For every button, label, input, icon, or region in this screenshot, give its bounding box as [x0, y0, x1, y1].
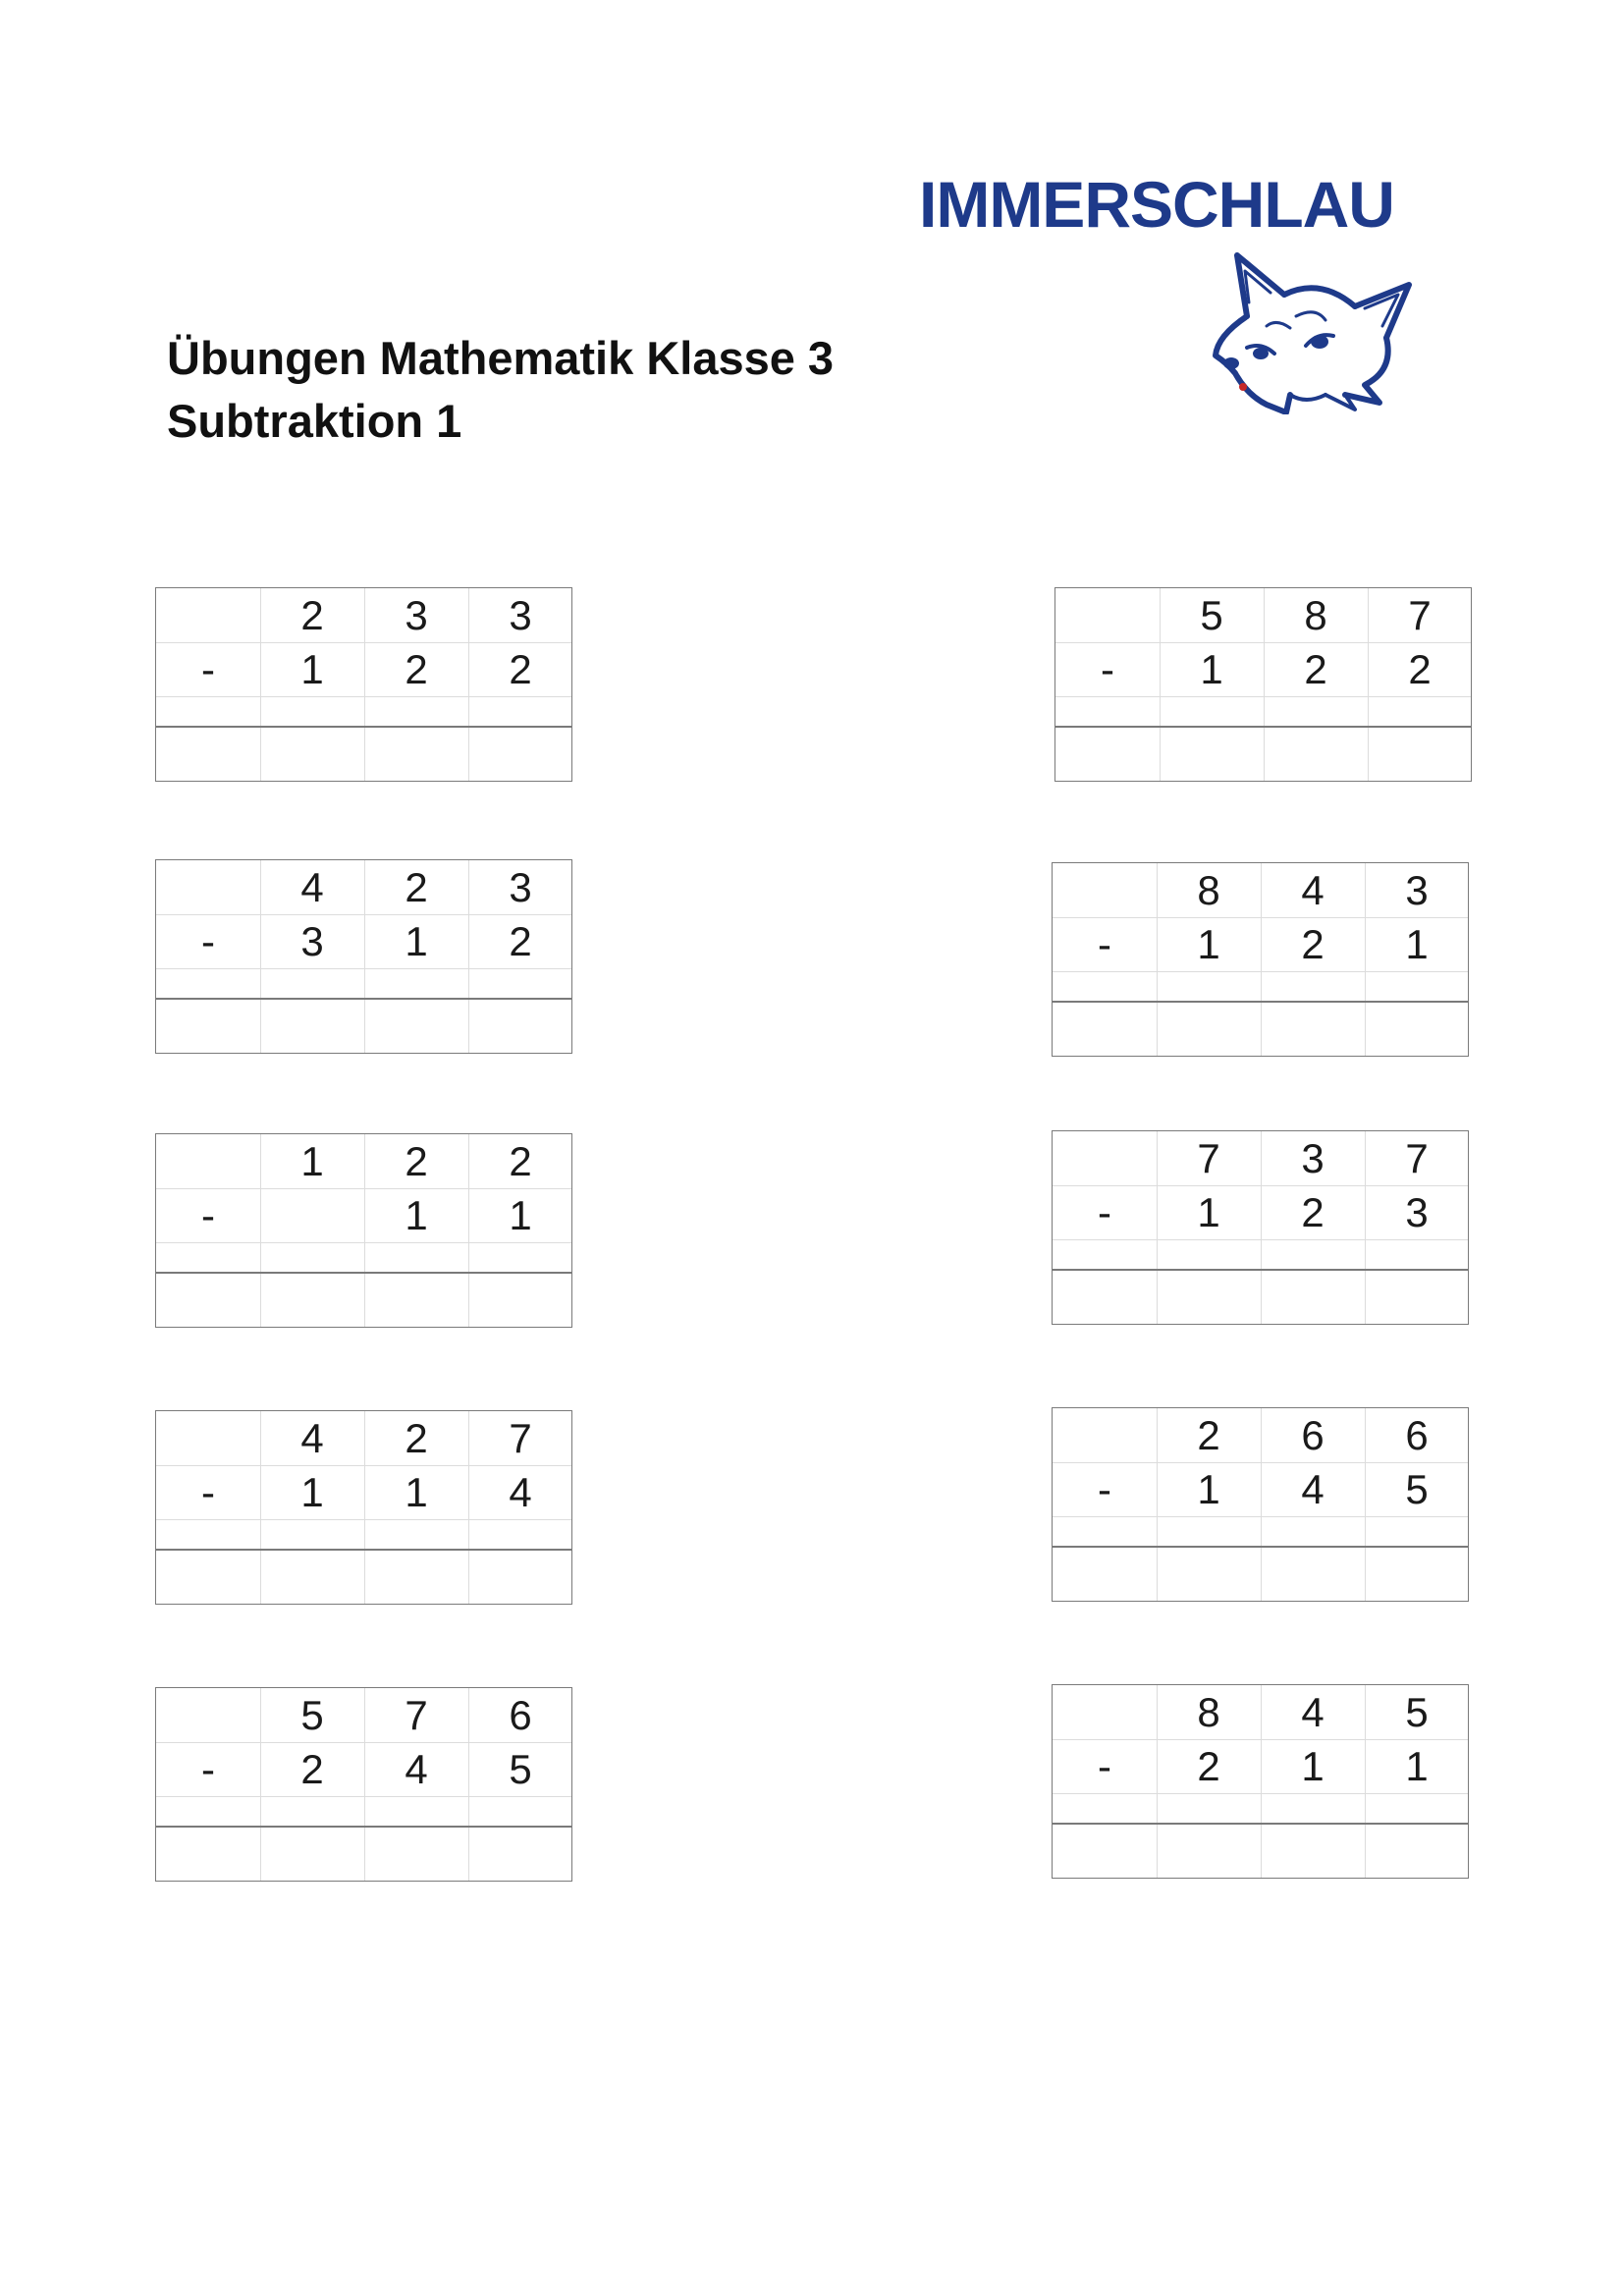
minuend-digit: 2	[1197, 1412, 1220, 1458]
minuend-digit: 2	[300, 592, 324, 638]
minuend-digit: 3	[1301, 1135, 1325, 1181]
minuend-digit: 6	[1301, 1412, 1325, 1458]
minuend-digit: 5	[1200, 592, 1223, 638]
subtrahend-digit: 4	[1301, 1466, 1325, 1512]
subtrahend-digit: 2	[1304, 646, 1327, 692]
minuend-digit: 1	[300, 1138, 324, 1184]
answer-row[interactable]	[156, 1828, 571, 1881]
minuend-digit: 2	[405, 1415, 428, 1461]
minuend-digit: 7	[1197, 1135, 1220, 1181]
subtraction-problem	[1054, 587, 1472, 782]
minus-operator: -	[201, 646, 215, 692]
answer-row[interactable]	[156, 1551, 571, 1604]
subtrahend-digit: 1	[300, 1469, 324, 1515]
subtrahend-digit: 3	[300, 918, 324, 964]
minus-operator: -	[1098, 921, 1111, 967]
minus-operator: -	[1098, 1466, 1111, 1512]
answer-row[interactable]	[1053, 1825, 1468, 1878]
title-line-2: Subtraktion 1	[167, 395, 462, 447]
subtraction-problem	[155, 587, 572, 782]
subtrahend-digit: 2	[1197, 1743, 1220, 1789]
subtrahend-digit: 1	[1197, 1466, 1220, 1512]
subtraction-problem	[155, 1410, 572, 1605]
minuend-digit: 6	[509, 1692, 532, 1738]
subtrahend-digit: 2	[405, 646, 428, 692]
subtrahend-digit: 1	[1405, 921, 1429, 967]
subtraction-problem	[1052, 1407, 1469, 1602]
brand-name: IMMERSCHLAU	[919, 168, 1394, 241]
subtrahend-digit: 3	[1405, 1189, 1429, 1235]
minus-operator: -	[1101, 646, 1114, 692]
subtraction-problem	[1052, 862, 1469, 1057]
subtrahend-digit: 2	[1408, 646, 1432, 692]
subtrahend-digit: 1	[1405, 1743, 1429, 1789]
subtrahend-digit: 1	[1301, 1743, 1325, 1789]
subtrahend-digit: 1	[1197, 921, 1220, 967]
minuend-digit: 2	[509, 1138, 532, 1184]
minuend-digit: 3	[509, 864, 532, 910]
subtrahend-digit: 1	[509, 1192, 532, 1238]
minuend-digit: 7	[1405, 1135, 1429, 1181]
subtrahend-digit: 5	[509, 1746, 532, 1792]
subtraction-problem	[1052, 1684, 1469, 1879]
minuend-digit: 4	[1301, 1689, 1325, 1735]
minus-operator: -	[201, 918, 215, 964]
brand-logo	[913, 167, 1424, 422]
minuend-digit: 8	[1197, 867, 1220, 913]
title-line-1: Übungen Mathematik Klasse 3	[167, 332, 835, 384]
subtrahend-digit: 5	[1405, 1466, 1429, 1512]
minus-operator: -	[1098, 1743, 1111, 1789]
minuend-digit: 5	[1405, 1689, 1429, 1735]
subtraction-problem	[1052, 1130, 1469, 1325]
subtrahend-digit: 1	[405, 1192, 428, 1238]
minuend-digit: 8	[1197, 1689, 1220, 1735]
minuend-digit: 7	[1408, 592, 1432, 638]
minuend-digit: 7	[509, 1415, 532, 1461]
subtraction-problem	[155, 1133, 572, 1328]
subtrahend-digit: 1	[1197, 1189, 1220, 1235]
subtrahend-digit: 4	[509, 1469, 532, 1515]
answer-row[interactable]	[1053, 1548, 1468, 1601]
minuend-digit: 4	[300, 1415, 324, 1461]
subtrahend-digit: 2	[300, 1746, 324, 1792]
answer-row[interactable]	[1055, 728, 1471, 781]
minuend-digit: 4	[1301, 867, 1325, 913]
minuend-digit: 3	[405, 592, 428, 638]
minuend-digit: 6	[1405, 1412, 1429, 1458]
subtraction-problem	[155, 1687, 572, 1882]
subtrahend-digit: 1	[405, 1469, 428, 1515]
subtrahend-digit: 2	[509, 918, 532, 964]
minus-operator: -	[1098, 1189, 1111, 1235]
fox-head-icon	[1208, 247, 1414, 414]
minuend-digit: 4	[300, 864, 324, 910]
answer-row[interactable]	[156, 1000, 571, 1053]
minuend-digit: 5	[300, 1692, 324, 1738]
answer-row[interactable]	[156, 728, 571, 781]
minuend-digit: 2	[405, 1138, 428, 1184]
subtrahend-digit: 2	[1301, 921, 1325, 967]
subtrahend-digit: 2	[1301, 1189, 1325, 1235]
minus-operator: -	[201, 1746, 215, 1792]
subtrahend-digit: 1	[405, 918, 428, 964]
subtrahend-digit	[260, 1188, 364, 1243]
minuend-digit: 3	[1405, 867, 1429, 913]
answer-row[interactable]	[1053, 1271, 1468, 1324]
minuend-digit: 8	[1304, 592, 1327, 638]
minuend-digit: 3	[509, 592, 532, 638]
minus-operator: -	[201, 1192, 215, 1238]
answer-row[interactable]	[156, 1274, 571, 1327]
minuend-digit: 2	[405, 864, 428, 910]
subtraction-problem	[155, 859, 572, 1054]
subtrahend-digit: 1	[300, 646, 324, 692]
answer-row[interactable]	[1053, 1003, 1468, 1056]
subtrahend-digit: 2	[509, 646, 532, 692]
minuend-digit: 7	[405, 1692, 428, 1738]
page-title	[167, 327, 834, 453]
subtrahend-digit: 4	[405, 1746, 428, 1792]
minus-operator: -	[201, 1469, 215, 1515]
subtrahend-digit: 1	[1200, 646, 1223, 692]
